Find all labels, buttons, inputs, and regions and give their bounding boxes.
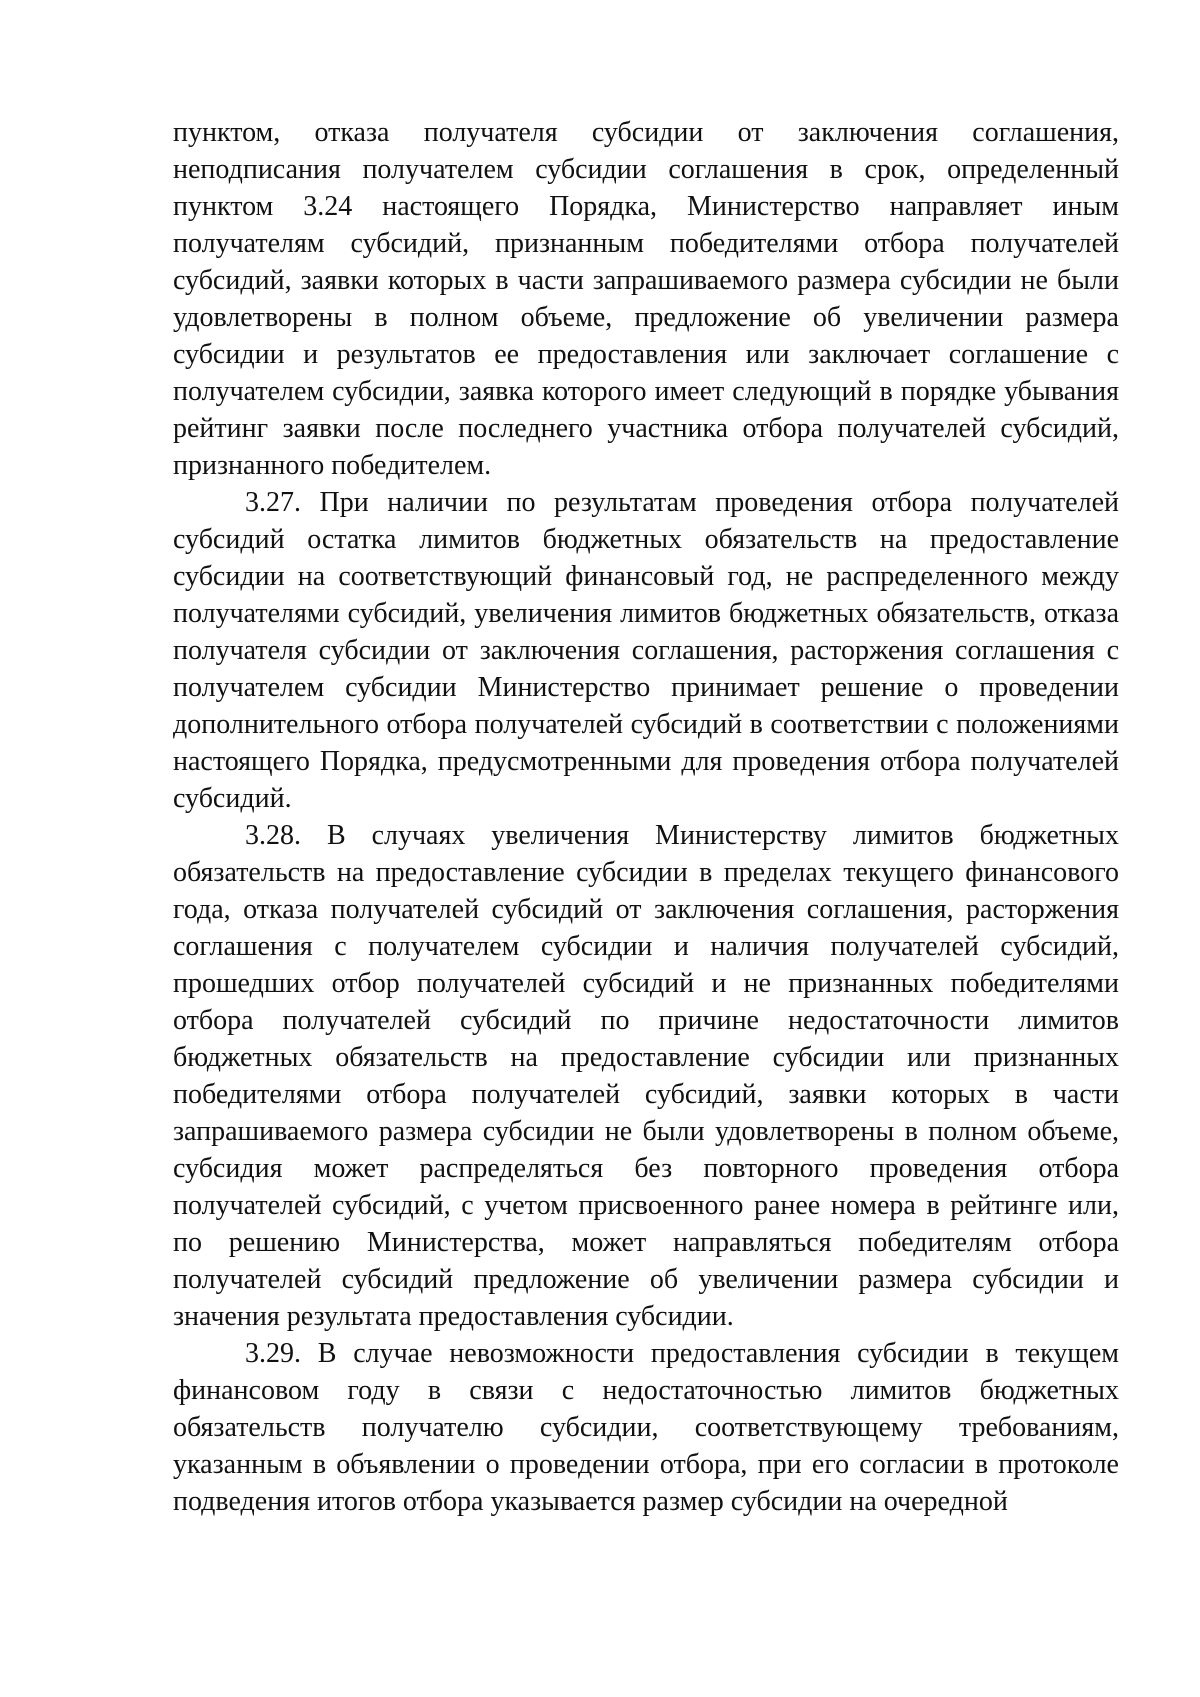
document-body [173,114,1119,1520]
paragraph-continuation: пунктом, отказа получателя субсидии от заключения соглашения, неподписания получателем субсидии соглашения в срок, определенный пунктом 3.24 настоящего Порядка, Министерство направляет иным получателям субсидий, признанным победителями отбора получателей субсидий, заявки которых в части запрашиваемого размера субсидии не были удовлетворены в полном объеме, предложение об увеличении размера субсидии и результатов ее предоставления или заключает соглашение с получателем субсидии, заявка которого имеет следующий в порядке убывания рейтинг заявки после последнего участника отбора получателей субсидий, признанного победителем. [173,117,1119,481]
paragraph-3-28: 3.28. В случаях увеличения Министерству лимитов бюджетных обязательств на предоставление субсидии в пределах текущего финансового года, отказа получателей субсидий от заключения соглашения, расторжения соглашения с получателем субсидии и наличия получателей субсидий, прошедших отбор получателей субсидий и не признанных победителями отбора получателей субсидий по причине недостаточности лимитов бюджетных обязательств на предоставление субсидии или признанных победителями отбора получателей субсидий, заявки которых в части запрашиваемого размера субсидии не были удовлетворены в полном объеме, субсидия может распределяться без повторного проведения отбора получателей субсидий, с учетом присвоенного ранее номера в рейтинге или, по решению Министерства, может направляться победителям отбора получателей субсидий предложение об увеличении размера субсидии и значения результата предоставления субсидии. [173,820,1119,1332]
paragraph-3-29: 3.29. В случае невозможности предоставления субсидии в текущем финансовом году в связи с недостаточностью лимитов бюджетных обязательств получателю субсидии, соответствующему требованиям, указанным в объявлении о проведении отбора, при его согласии в протоколе подведения итогов отбора указывается размер субсидии на очередной [173,1338,1119,1517]
paragraph-3-27: 3.27. При наличии по результатам проведения отбора получателей субсидий остатка лимитов бюджетных обязательств на предоставление субсидии на соответствующий финансовый год, не распределенного между получателями субсидий, увеличения лимитов бюджетных обязательств, отказа получателя субсидии от заключения соглашения, расторжения соглашения с получателем субсидии Министерство принимает решение о проведении дополнительного отбора получателей субсидий в соответствии с положениями настоящего Порядка, предусмотренными для проведения отбора получателей субсидий. [173,487,1119,814]
